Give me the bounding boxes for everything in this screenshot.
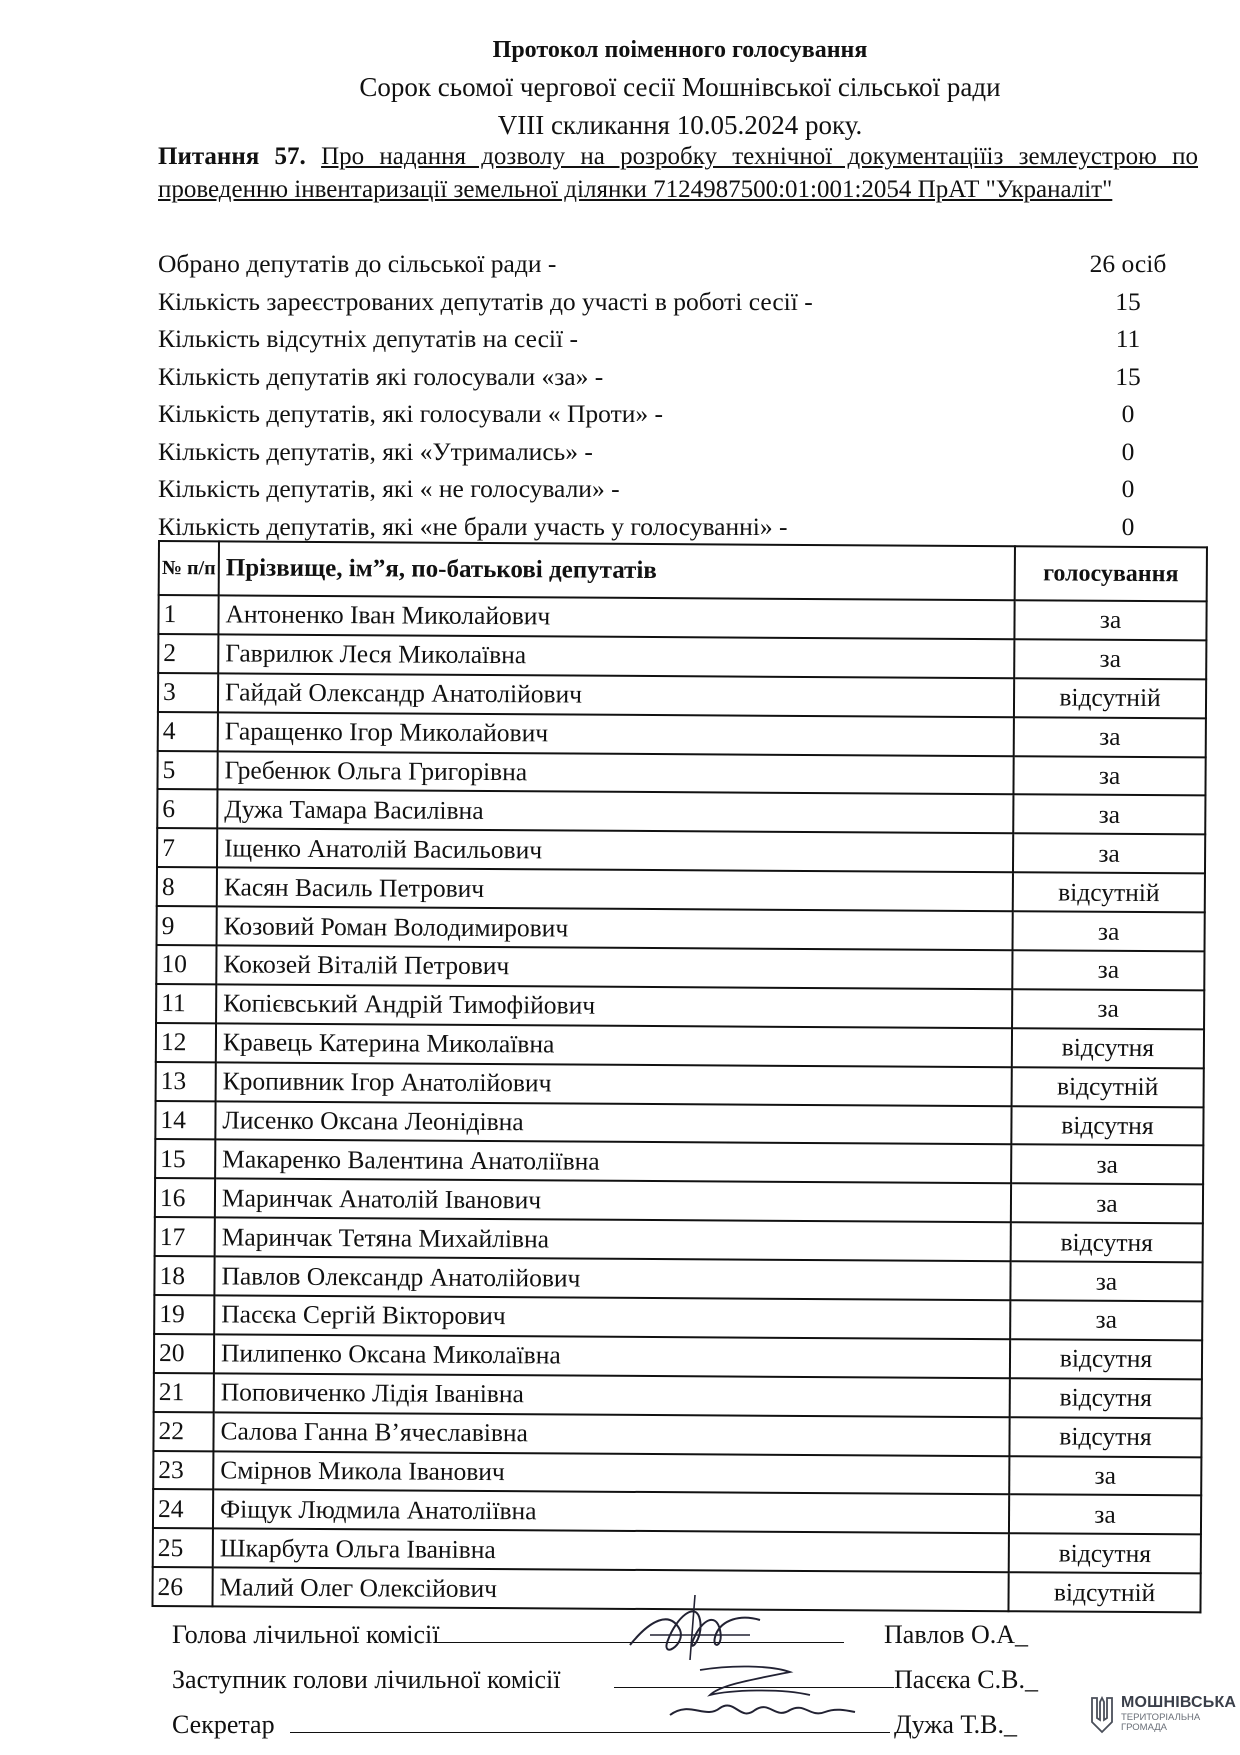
table-row (153, 1528, 1201, 1573)
deputy-name: Гаращенко Ігор Миколайович (218, 712, 1014, 756)
table-row (154, 1256, 1202, 1301)
stat-label: Кількість депутатів які голосували «за» - (158, 361, 604, 391)
deputy-name: Козовий Роман Володимирович (217, 906, 1013, 950)
table-row (155, 1139, 1203, 1184)
table-row (157, 906, 1205, 951)
vote-result: за (1012, 950, 1204, 990)
row-number: 10 (156, 945, 216, 984)
row-number: 18 (154, 1256, 214, 1295)
row-number: 5 (157, 751, 217, 790)
deputy-name: Павлов Олександр Анатолійович (214, 1256, 1010, 1300)
vote-result: за (1014, 600, 1206, 640)
row-number: 23 (153, 1451, 213, 1490)
deputy-name: Маринчак Анатолій Іванович (215, 1179, 1011, 1223)
stat-value: 15 (1115, 361, 1141, 391)
question-number: Питання 57. (158, 143, 306, 170)
row-number: 25 (153, 1528, 213, 1567)
deputy-name: Поповиченко Лідія Іванівна (214, 1373, 1010, 1417)
table-row (157, 751, 1205, 796)
deputy-name: Іщенко Анатолій Васильович (217, 829, 1013, 873)
deputy-name: Макаренко Валентина Анатоліївна (215, 1140, 1011, 1184)
deputy-name: Кропивник Ігор Анатолійович (216, 1062, 1012, 1106)
row-number: 17 (155, 1217, 215, 1256)
deputy-name: Дужа Тамара Василівна (217, 790, 1013, 834)
stat-row (158, 283, 1218, 321)
vote-result: за (1009, 1456, 1201, 1496)
table-row (158, 712, 1206, 757)
deputy-name: Малий Олег Олексійович (212, 1568, 1008, 1612)
stat-row (158, 433, 1218, 471)
table-row (155, 1101, 1203, 1146)
vote-result: відсутній (1013, 872, 1205, 912)
stat-label: Кількість відсутніх депутатів на сесії - (158, 324, 578, 353)
signature-name: Павлов О.А_ (884, 1620, 1029, 1649)
column-header-vote: голосування (1015, 546, 1207, 601)
trident-icon (1089, 1696, 1115, 1734)
vote-result: відсутній (1012, 1067, 1204, 1107)
document-title: Протокол поіменного голосування (492, 37, 868, 63)
vote-result: відсутня (1010, 1339, 1202, 1379)
deputy-name: Шкарбута Ольга Іванівна (213, 1529, 1009, 1573)
row-number: 1 (158, 595, 218, 634)
stat-label: Кількість депутатів, які « не голосували» - (158, 474, 620, 503)
table-row (153, 1412, 1201, 1457)
row-number: 9 (157, 906, 217, 945)
deputy-name: Гребенюк Ольга Григорівна (217, 751, 1013, 795)
vote-result: відсутня (1009, 1417, 1201, 1457)
row-number: 15 (155, 1139, 215, 1178)
deputy-name: Гайдай Олександр Анатолійович (218, 673, 1014, 717)
row-number: 7 (157, 828, 217, 867)
signature-name: Дужа Т.В._ (894, 1710, 1018, 1739)
row-number: 16 (155, 1178, 215, 1217)
vote-result: відсутня (1009, 1534, 1201, 1574)
table-row (154, 1295, 1202, 1340)
table-row (154, 1373, 1202, 1418)
vote-result: за (1013, 834, 1205, 874)
signature-name: Пасєка С.В._ (894, 1665, 1038, 1694)
table-row (156, 984, 1204, 1029)
row-number: 14 (155, 1101, 215, 1140)
convocation-date-line: VIII скликання 10.05.2024 року. (497, 110, 863, 140)
handwritten-signature (620, 1590, 770, 1670)
vote-result: за (1012, 989, 1204, 1029)
table-row (154, 1334, 1202, 1379)
table-row (156, 1023, 1204, 1068)
deputy-name: Копієвський Андрій Тимофійович (216, 984, 1012, 1028)
deputy-name: Кравець Катерина Миколаївна (216, 1023, 1012, 1067)
deputy-name: Кокозей Віталій Петрович (216, 945, 1012, 989)
stat-row (158, 320, 1218, 358)
vote-result: за (1011, 1184, 1203, 1224)
deputy-name: Гаврилюк Леся Миколаївна (218, 634, 1014, 678)
table-row (153, 1451, 1201, 1496)
stat-label: Кількість зареєстрованих депутатів до участі в роботі сесії - (158, 286, 813, 316)
stat-value: 0 (1121, 511, 1135, 541)
signature-row-secretary (172, 1702, 1072, 1747)
vote-result: відсутня (1010, 1378, 1202, 1418)
stat-value: 11 (1115, 324, 1141, 353)
table-row (158, 673, 1206, 718)
deputy-name: Пилипенко Оксана Миколаївна (214, 1334, 1010, 1378)
vote-result: відсутня (1011, 1106, 1203, 1146)
vote-result: відсутній (1014, 678, 1206, 718)
vote-result: за (1013, 911, 1205, 951)
table-header-row (159, 541, 1207, 601)
vote-result: за (1009, 1495, 1201, 1535)
table-row (155, 1178, 1203, 1223)
stat-row (158, 395, 1218, 433)
row-number: 2 (158, 634, 218, 673)
signature-role: Секретар (172, 1710, 275, 1739)
community-logo (1085, 1692, 1235, 1740)
deputy-name: Лисенко Оксана Леонідівна (215, 1101, 1011, 1145)
vote-result: відсутня (1012, 1028, 1204, 1068)
row-number: 13 (156, 1062, 216, 1101)
table-row (157, 789, 1205, 834)
row-number: 11 (156, 984, 216, 1023)
vote-result: відсутній (1008, 1572, 1200, 1612)
session-line: Сорок сьомої чергової сесії Мошнівської сільської ради (359, 72, 1001, 102)
row-number: 21 (154, 1373, 214, 1412)
table-row (157, 867, 1205, 912)
stat-label: Кількість депутатів, які «не брали участь у голосуванні» - (158, 511, 788, 541)
vote-result: відсутня (1011, 1222, 1203, 1262)
deputy-name: Смірнов Микола Іванович (213, 1451, 1009, 1495)
deputy-name: Антоненко Іван Миколайович (218, 595, 1014, 639)
vote-result: за (1014, 639, 1206, 679)
vote-result: за (1010, 1300, 1202, 1340)
agenda-question (158, 140, 1198, 206)
row-number: 3 (158, 673, 218, 712)
signature-role: Голова лічильної комісії (172, 1620, 440, 1649)
stat-row (158, 245, 1218, 283)
table-row (153, 1489, 1201, 1534)
table-row (156, 1062, 1204, 1107)
row-number: 12 (156, 1023, 216, 1062)
row-number: 24 (153, 1489, 213, 1528)
stat-row (158, 358, 1218, 396)
stat-row (158, 508, 1218, 546)
column-header-name: Прізвище, ім”я, по-батькові депутатів (219, 541, 1015, 600)
row-number: 22 (153, 1412, 213, 1451)
table-row (158, 634, 1206, 679)
stat-value: 0 (1121, 474, 1135, 503)
question-text: Про надання дозволу на розробку технічної документаціїіз землеустрою по проведенню інвентаризації земельної ділянки 7124987500:01:001:2054 ПрАТ "Украналіт" (158, 143, 1199, 203)
roll-call-table (151, 540, 1207, 1614)
deputy-name: Салова Ганна В’ячеславівна (213, 1412, 1009, 1456)
vote-result: за (1010, 1261, 1202, 1301)
logo-title: МОШНІВСЬКА (1121, 1694, 1237, 1711)
table-row (155, 1217, 1203, 1262)
deputy-name: Пасєка Сергій Вікторович (214, 1295, 1010, 1339)
deputy-name: Касян Василь Петрович (217, 868, 1013, 912)
vote-statistics (158, 245, 1218, 545)
table-row (158, 595, 1206, 640)
document-header (160, 32, 1200, 144)
column-header-number: № п/п (159, 541, 219, 595)
stat-label: Обрано депутатів до сільської ради - (158, 249, 557, 278)
signature-line (290, 1732, 890, 1733)
row-number: 26 (152, 1567, 212, 1606)
row-number: 8 (157, 867, 217, 906)
stat-value: 15 (1115, 286, 1141, 316)
handwritten-signature (660, 1660, 860, 1730)
logo-subtitle: ТЕРИТОРІАЛЬНА ГРОМАДА (1121, 1712, 1201, 1733)
vote-result: за (1013, 756, 1205, 796)
stat-label: Кількість депутатів, які «Утримались» - (158, 436, 593, 466)
stat-value: 0 (1121, 399, 1135, 428)
stat-label: Кількість депутатів, які голосували « Проти» - (158, 399, 663, 428)
row-number: 19 (154, 1295, 214, 1334)
table-row (157, 828, 1205, 873)
signature-role: Заступник голови лічильної комісії (172, 1665, 561, 1694)
deputy-name: Фіщук Людмила Анатоліївна (213, 1490, 1009, 1534)
deputy-name: Маринчак Тетяна Михайлівна (215, 1218, 1011, 1262)
stat-value: 26 осіб (1089, 249, 1167, 278)
row-number: 20 (154, 1334, 214, 1373)
vote-result: за (1014, 717, 1206, 757)
table-row (156, 945, 1204, 990)
stat-row (158, 470, 1218, 508)
stat-value: 0 (1121, 436, 1135, 466)
row-number: 4 (158, 712, 218, 751)
row-number: 6 (157, 789, 217, 828)
vote-result: за (1013, 795, 1205, 835)
vote-result: за (1011, 1145, 1203, 1185)
